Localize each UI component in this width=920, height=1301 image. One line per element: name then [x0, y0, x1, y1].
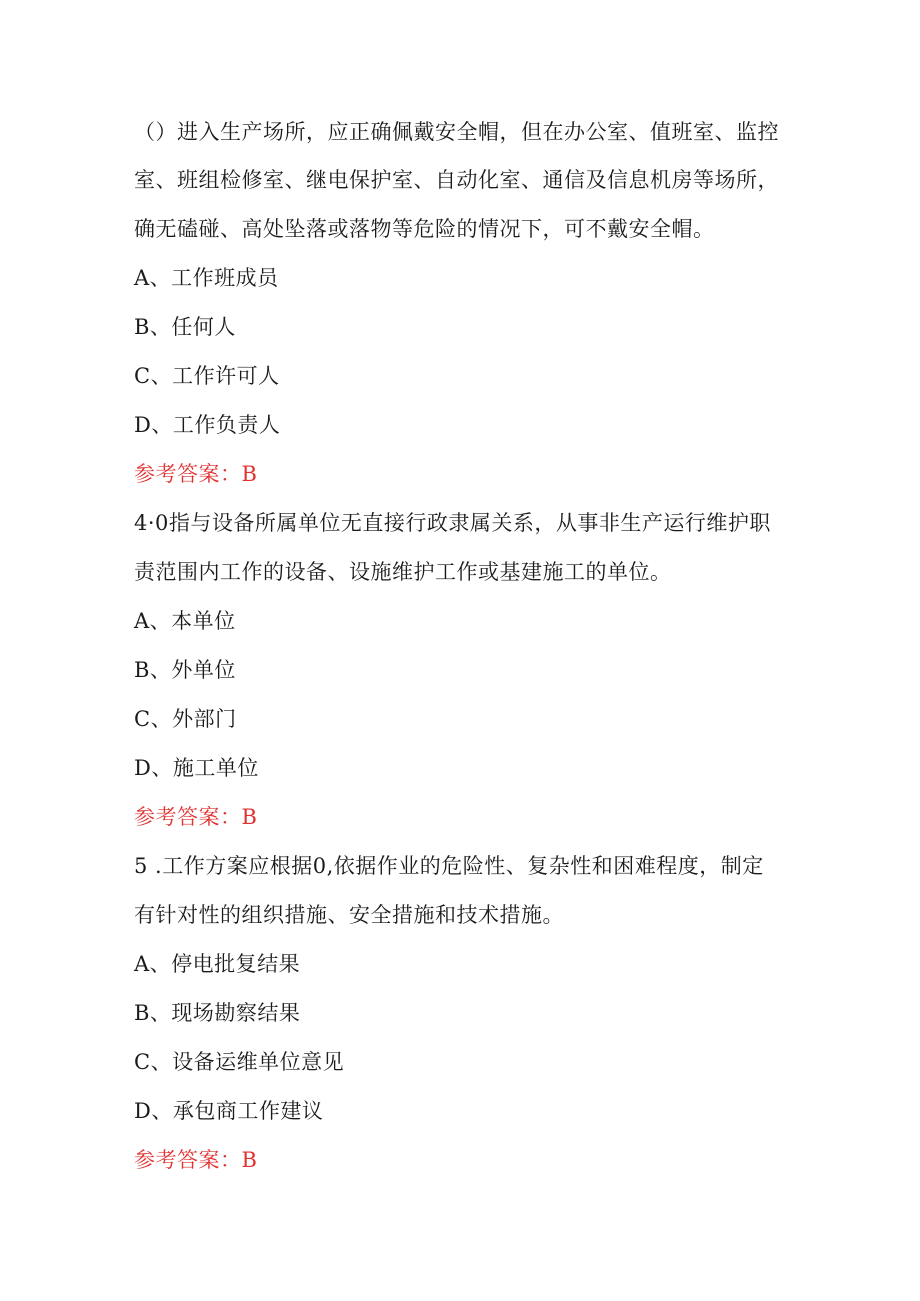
question-3-option-d: D、承包商工作建议 [134, 1099, 324, 1123]
question-2-option-c: C、外部门 [134, 707, 237, 731]
question-1-answer [134, 459, 794, 489]
question-3-option-c: C、设备运维单位意见 [134, 1050, 345, 1074]
question-3-option-b: B、现场勘察结果 [134, 1001, 301, 1025]
answer-value: B [241, 805, 258, 829]
question-3-stem-line-1: 5 .工作方案应根据0,依据作业的危险性、复杂性和困难程度，制定 [134, 854, 764, 878]
question-2-option-d: D、施工单位 [134, 756, 259, 780]
answer-label: 参考答案： [134, 462, 242, 486]
question-1-stem-line-1: （）进入生产场所，应正确佩戴安全帽，但在办公室、值班室、监控 [134, 120, 779, 144]
question-1-option-b: B、任何人 [134, 315, 236, 339]
question-1-option-a: A、工作班成员 [134, 266, 279, 290]
question-2-answer [134, 802, 794, 832]
question-1-stem-line-3: 确无磕碰、高处坠落或落物等危险的情况下，可不戴安全帽。 [134, 217, 715, 241]
question-2-stem-line-2: 责范围内工作的设备、设施维护工作或基建施工的单位。 [134, 560, 672, 584]
question-2-option-b: B、外单位 [134, 658, 236, 682]
question-1-option-c: C、工作许可人 [134, 364, 280, 388]
answer-value: B [241, 462, 258, 486]
answer-label: 参考答案： [134, 1148, 242, 1172]
answer-value: B [241, 1148, 258, 1172]
question-2-stem-line-1: 4·0指与设备所属单位无直接行政隶属关系，从事非生产运行维护职 [134, 511, 771, 535]
answer-label: 参考答案： [134, 805, 242, 829]
question-3-stem-line-2: 有针对性的组织措施、安全措施和技术措施。 [134, 903, 564, 927]
question-1-stem-line-2: 室、班组检修室、继电保护室、自动化室、通信及信息机房等场所， [134, 168, 779, 192]
question-3-answer [134, 1145, 794, 1175]
question-2-option-a: A、本单位 [134, 609, 236, 633]
question-3-option-a: A、停电批复结果 [134, 952, 301, 976]
question-1-option-d: D、工作负责人 [134, 413, 281, 437]
